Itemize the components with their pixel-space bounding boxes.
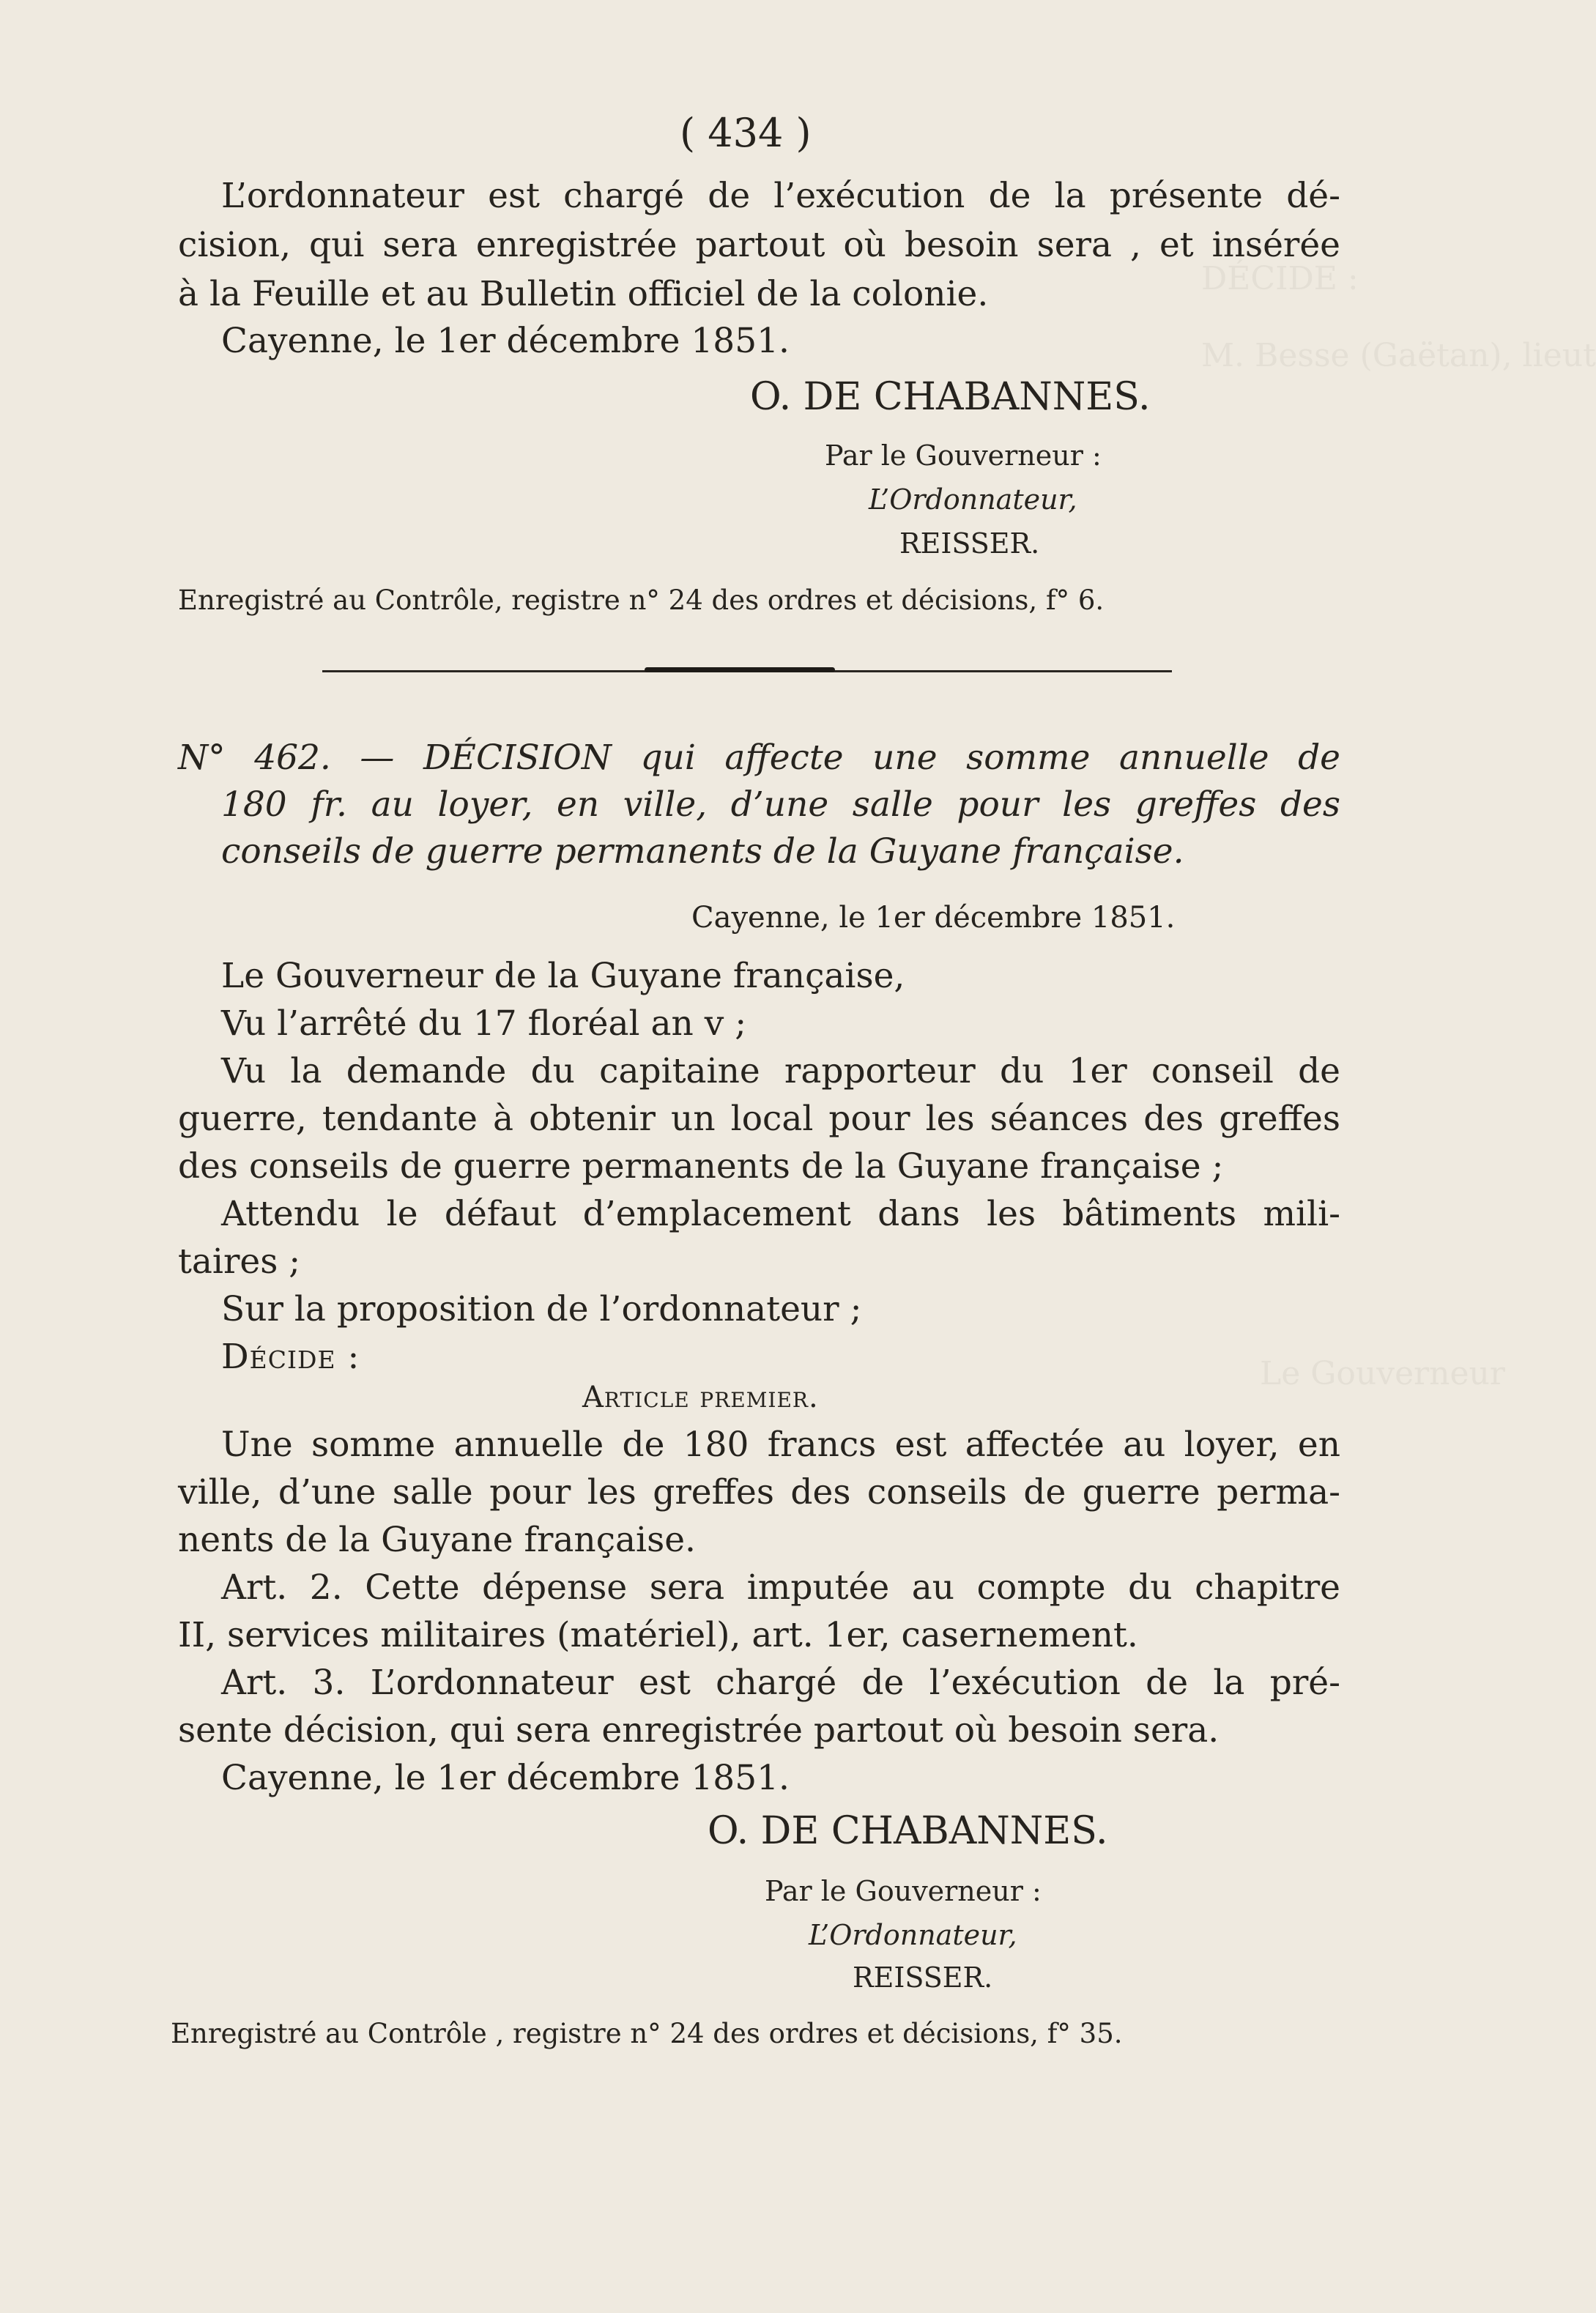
- decide-label: Décide :: [221, 1337, 360, 1377]
- article-heading: Article premier.: [582, 1381, 819, 1414]
- date-line: Cayenne, le 1er décembre 1851.: [221, 321, 790, 361]
- bleed-through-text: DÉCIDE :: [1201, 260, 1359, 297]
- paragraph-line: cision, qui sera enregistrée partout où besoin sera , et insérée: [178, 225, 1340, 265]
- body-line: ville, d’une salle pour les greffes des conseils de guerre perma-: [178, 1472, 1340, 1512]
- body-line: Une somme annuelle de 180 francs est affectée au loyer, en: [221, 1425, 1340, 1465]
- decision-dateline: Cayenne, le 1er décembre 1851.: [691, 901, 1176, 935]
- decision-title-line: N° 462. — DÉCISION qui affecte une somme annuelle de: [178, 738, 1340, 778]
- signature-reisser: REISSER.: [899, 527, 1040, 560]
- page-number: ( 434 ): [680, 110, 812, 156]
- paragraph-line: L’ordonnateur est chargé de l’exécution de la présente dé-: [221, 176, 1340, 216]
- body-line: Attendu le défaut d’emplacement dans les bâtiments mili-: [221, 1194, 1340, 1234]
- body-line: taires ;: [178, 1241, 301, 1282]
- body-line: sente décision, qui sera enregistrée partout où besoin sera.: [178, 1710, 1220, 1750]
- signature-ordonnateur: L’Ordonnateur,: [809, 1919, 1017, 1951]
- body-line: nents de la Guyane française.: [178, 1520, 696, 1560]
- body-line: Sur la proposition de l’ordonnateur ;: [221, 1289, 862, 1329]
- body-line: des conseils de guerre permanents de la Guyane française ;: [178, 1146, 1224, 1187]
- body-line: Vu la demande du capitaine rapporteur du 1er conseil de: [221, 1051, 1340, 1091]
- registration-note: Enregistré au Contrôle, registre n° 24 des ordres et décisions, f° 6.: [178, 584, 1105, 616]
- body-line: Le Gouverneur de la Guyane française,: [221, 956, 905, 996]
- signature-par-le-gouverneur: Par le Gouverneur :: [825, 439, 1102, 472]
- decision-title-line: conseils de guerre permanents de la Guyane française.: [221, 831, 1184, 872]
- decision-title-line: 180 fr. au loyer, en ville, d’une salle pour les greffes des: [221, 784, 1340, 825]
- signature-name: O. DE CHABANNES.: [750, 375, 1151, 419]
- signature-par-le-gouverneur: Par le Gouverneur :: [765, 1875, 1042, 1907]
- signature-reisser: REISSER.: [853, 1961, 993, 1994]
- body-line: Art. 2. Cette dépense sera imputée au compte du chapitre: [221, 1567, 1340, 1608]
- body-line: guerre, tendante à obtenir un local pour les séances des greffes: [178, 1099, 1340, 1139]
- section-divider-ornament: [645, 667, 835, 672]
- body-line: Vu l’arrêté du 17 floréal an v ;: [221, 1003, 747, 1044]
- signature-ordonnateur: L’Ordonnateur,: [869, 483, 1077, 516]
- bleed-through-text: Le Gouverneur: [1260, 1355, 1505, 1392]
- paragraph-line: à la Feuille et au Bulletin officiel de la colonie.: [178, 274, 989, 314]
- bleed-through-text: M. Besse (Gaëtan), lieut: [1201, 337, 1596, 374]
- registration-note: Enregistré au Contrôle , registre n° 24 des ordres et décisions, f° 35.: [171, 2018, 1123, 2049]
- signature-name: O. DE CHABANNES.: [708, 1809, 1108, 1853]
- body-line: II, services militaires (matériel), art. 1er, casernement.: [178, 1615, 1138, 1655]
- date-line: Cayenne, le 1er décembre 1851.: [221, 1758, 790, 1798]
- body-line: Art. 3. L’ordonnateur est chargé de l’exécution de la pré-: [221, 1663, 1340, 1703]
